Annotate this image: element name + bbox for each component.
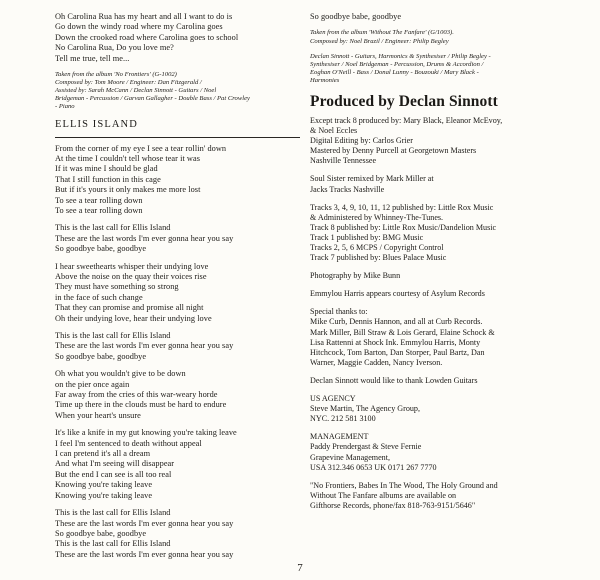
lyric-line: They must have something so strong [55, 282, 179, 292]
lyric-line: I can pretend it's all a dream [55, 449, 151, 459]
photography-credit [310, 271, 560, 281]
lyric-line: These are the last words I'm ever gonna hear you say [55, 518, 234, 528]
production-line: Digital Editing by: Carlos Grier [310, 136, 413, 146]
us-agency-block [310, 394, 560, 424]
us-agency-heading: US AGENCY [310, 394, 356, 404]
credit-line: Bridgeman - Percussion / Garvan Gallagher - Double Bass / Pat Crowley [55, 95, 250, 103]
song-title-ellis-island: ELLIS ISLAND [55, 118, 138, 130]
song-ellis-island-verse-2 [55, 262, 300, 324]
publishing-line: Track 7 published by: Blues Palace Music [310, 253, 447, 263]
lyric-line: So goodbye babe, goodbye [55, 351, 147, 361]
song-ellis-island-verse-1 [55, 144, 300, 217]
lyric-line: But the end I can see is all too real [55, 469, 172, 479]
song-ellis-island-verse-3 [55, 369, 300, 421]
credit-line: Declan Sinnott - Guitars, Harmonics & Synthesiser / Philip Begley - [310, 52, 491, 60]
lyric-line: When your heart's unsure [55, 410, 141, 420]
lyric-line: Oh what you wouldn't give to be down [55, 369, 186, 379]
song-ellis-island-chorus-2 [55, 331, 300, 362]
availability-line: Gifthorse Records, phone/fax 818-763-9151/5646" [310, 500, 476, 510]
page-number: 7 [297, 562, 303, 574]
production-line: & Noel Eccles [310, 126, 358, 136]
lyric-line: This is the last call for Ellis Island [55, 331, 171, 340]
lyric-line: Oh their undying love, hear their undying love [55, 313, 212, 323]
lyric-line: From the corner of my eye I see a tear rollin' down [55, 143, 227, 153]
production-notes [310, 116, 560, 166]
lyric-line: That I still function in this cage [55, 174, 161, 184]
lyric-line: To see a tear rolling down [55, 195, 143, 205]
management-block [310, 432, 560, 472]
lyric-line: That they can promise and promise all night [55, 303, 204, 313]
song-ellis-island-lyrics-continued [310, 12, 560, 22]
publishing-line: & Administered by Whinney-The-Tunes. [310, 212, 444, 222]
guitars-thanks [310, 376, 560, 386]
lyric-line: I feel I'm sentenced to death without appeal [55, 438, 202, 448]
produced-by-heading: Produced by Declan Sinnott [310, 92, 498, 110]
availability-line: Without The Fanfare albums are available on [310, 490, 457, 500]
credit-line: Synthesiser / Noel Bridgeman - Percussion, Drums & Accordion / [310, 60, 484, 68]
remix-line: Jacks Tracks Nashville [310, 184, 385, 194]
management-line: Paddy Prendergast & Steve Fernie [310, 442, 422, 452]
credit-line: Composed by: Noel Brazil / Engineer: Philip Begley [310, 37, 449, 45]
lyric-line: I hear sweethearts whisper their undying love [55, 261, 209, 271]
musician-credits [310, 53, 560, 85]
credit-line: Harmonies [310, 76, 340, 84]
us-agency-line: NYC. 212 581 3100 [310, 414, 376, 424]
guitars-thanks-line: Declan Sinnott would like to thank Lowden Guitars [310, 375, 478, 385]
special-thanks [310, 307, 560, 368]
courtesy-line: Emmylou Harris appears courtesy of Asylum Records [310, 289, 485, 299]
lyric-line: This is the last call for Ellis Island [55, 508, 171, 518]
credit-line: - Piano [55, 103, 75, 111]
lyric-line: on the pier once again [55, 379, 130, 389]
right-column [310, 12, 560, 519]
song-carolina-rua-credits [55, 71, 300, 111]
lyric-line: These are the last words I'm ever gonna hear you say [55, 341, 234, 351]
production-line: Mastered by Denny Purcell at Georgetown Masters [310, 146, 477, 156]
lyric-line: Down the crooked road where Carolina goes to school [55, 32, 239, 42]
lyric-line: Time up there in the clouds must be hard to endure [55, 400, 227, 410]
lyric-line: Knowing you're taking leave [55, 490, 153, 500]
management-line: USA 312.346 0653 UK 0171 267 7770 [310, 462, 437, 472]
remix-line: Soul Sister remixed by Mark Miller at [310, 174, 434, 184]
thanks-line: Mike Curb, Dennis Hannon, and all at Curb Records. [310, 317, 483, 327]
lyric-line: Above the noise on the quay their voices rise [55, 271, 207, 281]
lyric-line: in the face of such change [55, 292, 143, 302]
remix-notes [310, 174, 560, 194]
publishing-line: Tracks 3, 4, 9, 10, 11, 12 published by: Little Rox Music [310, 202, 494, 212]
lyric-line: And what I'm seeing will disappear [55, 459, 175, 469]
lyric-line: Knowing you're taking leave [55, 480, 153, 490]
song-ellis-island-chorus-1 [55, 223, 300, 254]
album-availability-block [310, 481, 560, 511]
production-line: Nashville Tennessee [310, 156, 377, 166]
lyric-line: So goodbye babe, goodbye [310, 12, 402, 21]
publishing-line: Track 8 published by: Little Rox Music/Dandelion Music [310, 222, 497, 232]
song-ellis-island-verse-4 [55, 428, 300, 501]
lyric-line: At the time I couldn't tell whose tear it was [55, 153, 200, 163]
lyric-line: This is the last call for Ellis Island [55, 223, 171, 233]
lyric-line: So goodbye babe, goodbye [55, 244, 147, 254]
lyric-line: This is the last call for Ellis Island [55, 539, 171, 549]
lyric-line: Tell me true, tell me... [55, 53, 130, 63]
lyric-line: These are the last words I'm ever gonna hear you say [55, 233, 234, 243]
credit-line: Eoghan O'Neill - Bass / Donal Lunny - Bouzouki / Mary Black - [310, 68, 479, 76]
publishing-line: Tracks 2, 5, 6 MCPS / Copyright Control [310, 243, 444, 252]
courtesy-credit [310, 289, 560, 299]
lyric-line: Far away from the cries of this war-weary horde [55, 390, 218, 400]
lyric-line: Go down the windy road where my Carolina goes [55, 22, 223, 32]
lyric-line: So goodbye babe, goodbye [55, 528, 147, 538]
lyric-line: To see a tear rolling down [55, 205, 143, 215]
thanks-line: Warner, Maggie Cadden, Nancy Iverson. [310, 357, 443, 367]
us-agency-line: Steve Martin, The Agency Group, [310, 404, 420, 414]
credit-line: Assisted by: Sarah McCann / Declan Sinnott - Guitars / Noel [55, 87, 217, 95]
credit-line: Taken from the album 'Without The Fanfare' (G/1003). [310, 29, 454, 37]
credit-line: Taken from the album 'No Frontiers' (G-1002) [55, 71, 177, 79]
special-thanks-heading: Special thanks to: [310, 307, 368, 317]
lyric-line: It's like a knife in my gut knowing you're taking leave [55, 428, 237, 438]
lyric-line: These are the last words I'm ever gonna hear you say [55, 549, 234, 559]
lyric-line: Oh Carolina Rua has my heart and all I want to do is [55, 12, 233, 21]
lyric-line: But if it's yours it only makes me more lost [55, 185, 201, 195]
title-divider [55, 137, 300, 138]
availability-line: "No Frontiers, Babes In The Wood, The Holy Ground and [310, 480, 498, 490]
lyric-line: No Carolina Rua, Do you love me? [55, 43, 174, 53]
song-ellis-island-chorus-3 [55, 508, 300, 560]
song-ellis-island-credits [310, 29, 560, 45]
song-carolina-rua-lyrics [55, 12, 300, 64]
lyric-line: If it was mine I should be glad [55, 164, 158, 174]
thanks-line: Lisa Rattenni at Shock Ink. Emmylou Harris, Monty [310, 337, 481, 347]
management-heading: MANAGEMENT [310, 432, 369, 442]
management-line: Grapevine Management, [310, 452, 391, 462]
credit-line: Composed by: Tom Moore / Engineer: Dan Fitzgerald / [55, 79, 202, 87]
publishing-line: Track 1 published by: BMG Music [310, 232, 424, 242]
thanks-line: Mark Miller, Bill Straw & Lois Gerard, Elaine Schock & [310, 327, 495, 337]
production-line: Except track 8 produced by: Mary Black, Eleanor McEvoy, [310, 115, 503, 125]
left-column [55, 12, 300, 560]
publishing-notes [310, 203, 560, 264]
photography-line: Photography by Mike Bunn [310, 271, 401, 281]
thanks-line: Hitchcock, Tom Barton, Dan Storper, Paul Bartz, Dan [310, 347, 485, 357]
